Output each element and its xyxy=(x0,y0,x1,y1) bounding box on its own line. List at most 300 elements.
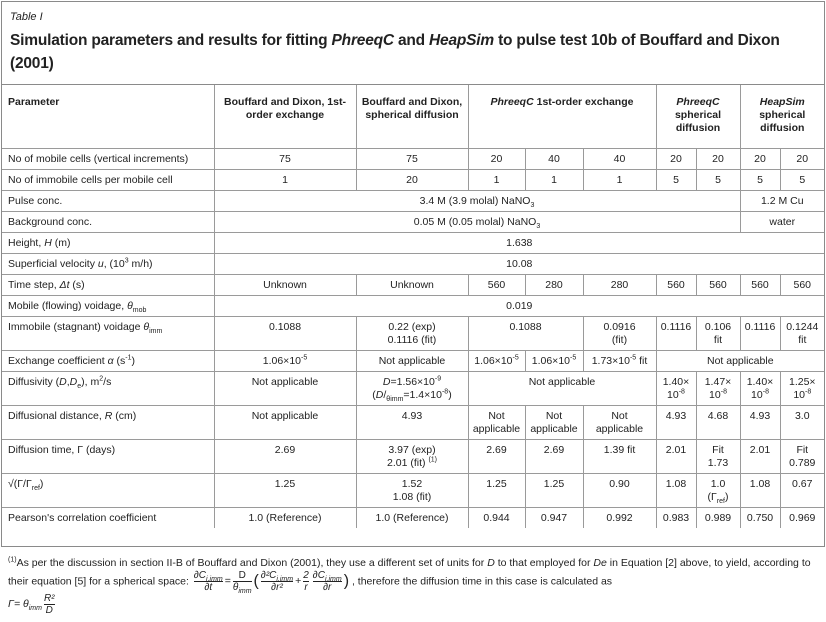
text-segment: HeapSim xyxy=(759,96,805,108)
text-segment: 5 xyxy=(757,174,763,186)
table-cell xyxy=(583,149,656,170)
text-segment: 560 xyxy=(751,279,769,291)
footnote-text: in Equation [2] above, to yield, according to their equation [5] for a spherical space: xyxy=(8,557,811,588)
text-segment: 0.947 xyxy=(540,512,568,524)
text-segment: Bouffard and Dixon, 1st-order exchange xyxy=(224,96,346,121)
table-cell xyxy=(656,351,824,372)
text-segment: 0.1088 xyxy=(268,321,302,333)
row-label xyxy=(2,191,214,212)
text-segment: 560 xyxy=(487,279,506,291)
text-segment: 10 xyxy=(709,389,721,401)
text-segment: 3.97 (exp) xyxy=(388,444,436,456)
table-cell xyxy=(214,372,356,406)
table-cell xyxy=(780,406,824,440)
table-cell xyxy=(583,508,656,529)
text-segment: 0.1116 xyxy=(744,321,776,333)
table-cell xyxy=(740,170,780,191)
text-segment: =1.56×10 xyxy=(390,376,435,388)
text-segment: 2.69 xyxy=(274,444,296,456)
table-cell xyxy=(740,212,824,233)
table-cell xyxy=(583,474,656,508)
footnote-text: , therefore the diffusion time in this case is calculated as xyxy=(351,575,613,588)
text-segment: 2 xyxy=(99,375,104,383)
text-segment: 1.25 xyxy=(486,478,507,490)
table-cell xyxy=(356,275,468,296)
text-segment: 2.01 (fit) xyxy=(387,457,429,469)
text-segment: Exchange coefficient xyxy=(8,355,108,367)
text-segment: PhreeqC xyxy=(490,96,534,108)
text-segment: (s xyxy=(113,355,126,367)
table-row-superficial-velocity xyxy=(2,254,824,275)
text-segment: 0.944 xyxy=(483,512,510,524)
text-segment: PhreeqC xyxy=(331,32,394,49)
table-cell xyxy=(740,317,780,351)
table-cell xyxy=(356,351,468,372)
table-cell xyxy=(696,317,740,351)
text-segment: 280 xyxy=(545,279,563,291)
text-segment: 1.52 xyxy=(401,478,423,490)
table-cell xyxy=(468,317,583,351)
text-segment: ( xyxy=(372,389,376,401)
text-segment: 1.06×10 xyxy=(531,355,570,367)
text-segment: 1.39 fit xyxy=(603,444,636,456)
table-cell xyxy=(356,406,468,440)
text-segment: 560 xyxy=(793,279,812,291)
text-segment: 1.08 xyxy=(665,478,687,490)
row-label xyxy=(2,275,214,296)
text-segment: 2.69 xyxy=(486,444,507,456)
text-segment: spherical diffusion xyxy=(674,109,722,134)
table-cell xyxy=(356,170,468,191)
footnote-text: to that employed for xyxy=(494,557,594,569)
table-cell xyxy=(525,474,583,508)
table-cell xyxy=(696,440,740,474)
text-segment: 1.08 xyxy=(749,478,771,490)
text-segment: Not applicable xyxy=(528,376,596,388)
table-cell xyxy=(214,191,740,212)
text-segment: 4.93 xyxy=(401,410,423,422)
text-segment: (s) xyxy=(69,279,85,291)
text-segment: θ xyxy=(127,300,133,312)
table-cell xyxy=(525,275,583,296)
table-cell xyxy=(214,233,824,254)
text-segment: 1.06×10 xyxy=(262,355,301,367)
table-row-mobile-cells xyxy=(2,149,824,170)
text-segment: 0.90 xyxy=(609,478,630,490)
column-header xyxy=(740,85,824,149)
table-cell xyxy=(780,474,824,508)
table-cell xyxy=(656,474,696,508)
text-segment: 1st-order exchange xyxy=(533,96,634,108)
text-segment: θ xyxy=(143,321,150,333)
text-segment: Background conc. xyxy=(8,216,93,228)
table-cell xyxy=(214,254,824,275)
text-segment: Superficial velocity xyxy=(8,258,98,270)
row-label xyxy=(2,474,214,508)
table-cell xyxy=(740,406,780,440)
diffusion-time-formula: $\Gamma= \theta_{imm}$ $\frac{\text{R²}}{D}$ xyxy=(8,593,55,616)
table-cell xyxy=(656,406,696,440)
text-segment: 0.989 xyxy=(704,512,732,524)
text-segment: 1.25 xyxy=(543,478,565,490)
text-segment: -8 xyxy=(441,388,449,396)
table-label: Table I xyxy=(10,11,43,23)
row-label xyxy=(2,372,214,406)
text-segment: -5 xyxy=(301,354,308,362)
table-cell xyxy=(525,508,583,529)
text-segment: water xyxy=(769,216,796,228)
text-segment: (fit) xyxy=(611,334,628,346)
text-segment: -8 xyxy=(805,388,812,396)
text-segment: 75 xyxy=(279,153,291,165)
text-segment: 560 xyxy=(667,279,685,291)
text-segment: 3.0 xyxy=(794,410,810,422)
text-segment: 5 xyxy=(673,174,679,186)
table-cell xyxy=(656,508,696,529)
text-segment: D xyxy=(375,389,384,401)
text-segment: 2.01 xyxy=(665,444,687,456)
table-caption xyxy=(2,2,824,85)
table-cell xyxy=(740,275,780,296)
text-segment: 20 xyxy=(712,153,724,165)
table-cell xyxy=(780,508,824,529)
text-segment: H xyxy=(44,237,52,249)
text-segment: and xyxy=(393,32,430,49)
text-segment: 3 xyxy=(124,257,129,265)
text-segment: 75 xyxy=(406,153,418,165)
text-segment: ref xyxy=(716,498,725,506)
table-row-pearson-correlation xyxy=(2,508,824,529)
table-cell xyxy=(656,170,696,191)
table-cell xyxy=(214,212,740,233)
text-segment: 0.1244 xyxy=(786,321,819,333)
text-segment: PhreeqC xyxy=(676,96,720,108)
row-label xyxy=(2,233,214,254)
table-cell xyxy=(656,372,696,406)
table-cell xyxy=(468,351,525,372)
table-cell xyxy=(525,440,583,474)
table-row-sqrt-gamma-ratio xyxy=(2,474,824,508)
text-segment: 1.0 (Reference) xyxy=(248,512,322,524)
text-segment: 1.08 (fit) xyxy=(392,491,432,503)
table-cell xyxy=(525,351,583,372)
text-segment: 0.1088 xyxy=(509,321,542,333)
row-label xyxy=(2,317,214,351)
table-cell xyxy=(356,440,468,474)
table-cell xyxy=(525,149,583,170)
column-header xyxy=(214,85,356,149)
text-segment: ref xyxy=(31,485,40,493)
text-segment: Pulse conc. xyxy=(8,195,63,207)
text-segment: ) xyxy=(39,478,44,490)
table-cell xyxy=(740,508,780,529)
table-cell xyxy=(656,149,696,170)
table-cell xyxy=(468,406,525,440)
text-segment: 40 xyxy=(613,153,626,165)
table-cell xyxy=(214,275,356,296)
table-cell xyxy=(583,275,656,296)
text-segment: Time step, xyxy=(8,279,60,291)
table-cell xyxy=(214,474,356,508)
table-cell xyxy=(656,440,696,474)
table-cell xyxy=(356,149,468,170)
table-cell xyxy=(696,149,740,170)
table-cell xyxy=(780,275,824,296)
table-cell xyxy=(656,317,696,351)
text-segment: ) xyxy=(448,389,452,401)
table-footnote xyxy=(8,557,820,616)
table-cell xyxy=(583,317,656,351)
text-segment: 2.69 xyxy=(543,444,565,456)
text-segment: Δt xyxy=(59,279,70,291)
row-label xyxy=(2,149,214,170)
table-cell xyxy=(583,351,656,372)
text-segment: ) xyxy=(131,355,136,367)
table-cell xyxy=(214,296,824,317)
text-segment: -8 xyxy=(720,388,727,396)
text-segment: imm xyxy=(149,328,163,336)
text-segment: 3 xyxy=(530,202,535,210)
text-segment: Not applicable xyxy=(378,355,446,367)
table-cell xyxy=(214,508,356,529)
text-segment: 1.40× xyxy=(662,376,690,388)
text-segment: , (10 xyxy=(103,258,125,270)
text-segment: 0.789 xyxy=(789,457,816,469)
table-cell xyxy=(696,170,740,191)
row-label xyxy=(2,406,214,440)
text-segment: 4.93 xyxy=(749,410,771,422)
text-segment: =1.4×10 xyxy=(403,389,442,401)
table-cell xyxy=(696,372,740,406)
table-cell xyxy=(696,508,740,529)
text-segment: -5 xyxy=(512,354,519,362)
text-segment: 0.750 xyxy=(746,512,774,524)
text-segment: -8 xyxy=(678,388,685,396)
table-cell xyxy=(356,508,468,529)
table-figure xyxy=(1,1,825,547)
table-cell xyxy=(740,149,780,170)
text-segment: 10 xyxy=(751,389,763,401)
table-cell xyxy=(780,149,824,170)
text-segment: -9 xyxy=(434,375,442,383)
parameters-table xyxy=(2,85,824,528)
table-cell xyxy=(468,275,525,296)
text-segment: 1.0 xyxy=(710,478,726,490)
table-cell xyxy=(583,406,656,440)
row-label xyxy=(2,440,214,474)
text-segment: 20 xyxy=(796,153,809,165)
text-segment: 20 xyxy=(406,174,418,186)
text-segment: 280 xyxy=(610,279,629,291)
text-segment: 0.05 M (0.05 molal) NaNO xyxy=(413,216,537,228)
text-segment: Mobile (flowing) voidage, xyxy=(8,300,128,312)
table-row-height xyxy=(2,233,824,254)
footnote-symbol-d: D xyxy=(487,557,495,569)
text-segment: 1 xyxy=(551,174,557,186)
text-segment: (Γ xyxy=(707,491,717,503)
text-segment: 20 xyxy=(670,153,682,165)
text-segment: 3 xyxy=(536,223,541,231)
text-segment: 4.68 xyxy=(707,410,729,422)
text-segment: Height, xyxy=(8,237,45,249)
table-cell xyxy=(525,170,583,191)
column-header xyxy=(468,85,656,149)
text-segment: 3.4 M (3.9 molal) NaNO xyxy=(419,195,531,207)
text-segment: ), m xyxy=(81,376,100,388)
text-segment: -5 xyxy=(570,354,577,362)
table-cell xyxy=(468,508,525,529)
table-row-diffusion-time xyxy=(2,440,824,474)
table-row-mobile-voidage xyxy=(2,296,824,317)
text-segment: 40 xyxy=(548,153,560,165)
text-segment: Diffusivity ( xyxy=(8,376,60,388)
text-segment: Fit xyxy=(712,444,724,456)
text-segment: 0.0916 xyxy=(603,321,636,333)
text-segment: 20 xyxy=(490,153,503,165)
row-label xyxy=(2,508,214,529)
text-segment: 0.992 xyxy=(606,512,633,524)
text-segment: e xyxy=(77,383,82,391)
table-row-background-conc xyxy=(2,212,824,233)
text-segment: 1.40× xyxy=(746,376,774,388)
table-row-immobile-cells xyxy=(2,170,824,191)
text-segment: No of immobile cells per mobile cell xyxy=(8,174,173,186)
text-segment: /s xyxy=(103,376,112,388)
text-segment: 10 xyxy=(793,389,805,401)
text-segment: 20 xyxy=(754,153,766,165)
text-segment: fit xyxy=(713,334,723,346)
table-row-diffusivity xyxy=(2,372,824,406)
table-cell xyxy=(214,351,356,372)
text-segment: Diffusion time, Γ (days) xyxy=(8,444,116,456)
text-segment: 0.1116 xyxy=(660,321,692,333)
text-segment: 1.06×10 xyxy=(474,355,513,367)
table-cell xyxy=(696,275,740,296)
text-segment: Simulation parameters and results for fitting xyxy=(10,32,332,49)
row-label xyxy=(2,351,214,372)
table-cell xyxy=(214,406,356,440)
row-label xyxy=(2,170,214,191)
text-segment: HeapSim xyxy=(429,32,494,49)
text-segment: Parameter xyxy=(8,96,60,108)
text-segment: θimm xyxy=(386,396,404,404)
text-segment: 1 xyxy=(282,174,288,186)
table-cell xyxy=(468,440,525,474)
text-segment: Not xyxy=(488,410,505,422)
text-segment: Bouffard and Dixon, spherical diffusion xyxy=(361,96,463,121)
row-label xyxy=(2,254,214,275)
table-row-immobile-voidage xyxy=(2,317,824,351)
text-segment: 1.0 (Reference) xyxy=(375,512,449,524)
text-segment: applicable xyxy=(595,423,644,435)
text-segment: 0.1116 (fit) xyxy=(387,334,437,346)
text-segment: D xyxy=(59,376,67,388)
text-segment: -5 xyxy=(629,354,637,362)
table-cell xyxy=(468,474,525,508)
text-segment: ) xyxy=(724,491,729,503)
table-cell xyxy=(356,372,468,406)
table-cell xyxy=(214,170,356,191)
text-segment: Pearson's correlation coefficient xyxy=(8,512,157,524)
text-segment: Not xyxy=(545,410,563,422)
text-segment: Immobile (stagnant) voidage xyxy=(8,321,144,333)
table-cell xyxy=(780,372,824,406)
text-segment: R xyxy=(104,410,113,422)
text-segment: 10 xyxy=(667,389,679,401)
table-cell xyxy=(740,440,780,474)
text-segment: Not applicable xyxy=(251,376,319,388)
text-segment: m/h) xyxy=(128,258,153,270)
table-cell xyxy=(780,317,824,351)
text-segment: 5 xyxy=(799,174,806,186)
text-segment: -1 xyxy=(125,354,132,362)
table-cell xyxy=(583,170,656,191)
table-cell xyxy=(656,275,696,296)
text-segment: Not applicable xyxy=(251,410,319,422)
table-cell xyxy=(356,474,468,508)
footnote-symbol-de: De xyxy=(593,557,607,569)
text-segment: mob xyxy=(132,307,147,315)
text-segment: fit xyxy=(798,334,807,346)
footnote-text: As per the discussion in section II-B of Bouffard and Dixon (2001), they use a different set of units for xyxy=(16,557,488,569)
text-segment: 1 xyxy=(493,174,500,186)
text-segment: √(Γ/Γ xyxy=(8,478,32,490)
table-cell xyxy=(696,474,740,508)
table-cell xyxy=(740,372,780,406)
table-cell xyxy=(740,474,780,508)
table-cell xyxy=(740,191,824,212)
table-cell xyxy=(468,372,656,406)
text-segment: 0.106 xyxy=(704,321,732,333)
text-segment: 4.93 xyxy=(665,410,687,422)
text-segment: D xyxy=(382,376,391,388)
diffusion-equation: $\frac{\partial C_{i,imm}}{\partial t}$ = $\frac{D}{\theta_{imm}}$ ( $\frac{\partial^2C_{i,imm}}{\text{∂r²}}$ + $\frac{2}{r}$ $\frac{\partial C_{i,imm}}{\partial r}$ ) xyxy=(193,570,350,595)
column-header-parameter xyxy=(2,85,214,149)
table-cell xyxy=(468,170,525,191)
text-segment: 560 xyxy=(709,279,727,291)
text-segment: 0.22 (exp) xyxy=(388,321,436,333)
text-segment: No of mobile cells (vertical increments) xyxy=(8,153,189,165)
text-segment: 2.01 xyxy=(749,444,771,456)
table-cell xyxy=(583,440,656,474)
table-cell xyxy=(214,317,356,351)
text-segment: 1.47× xyxy=(704,376,732,388)
table-cell xyxy=(525,406,583,440)
table-cell xyxy=(780,440,824,474)
text-segment: / xyxy=(383,389,387,401)
text-segment: Unknown xyxy=(263,279,307,291)
text-segment: Not xyxy=(611,410,628,422)
table-row-pulse-conc xyxy=(2,191,824,212)
text-segment: applicable xyxy=(530,423,578,435)
text-segment: -8 xyxy=(762,388,769,396)
text-segment: 1.638 xyxy=(506,237,533,249)
text-segment: α xyxy=(107,355,114,367)
column-header xyxy=(656,85,740,149)
text-segment: 1.25 xyxy=(274,478,296,490)
text-segment: 1.2 M Cu xyxy=(760,195,804,207)
text-segment: (m) xyxy=(51,237,71,249)
text-segment: 0.67 xyxy=(792,478,813,490)
table-cell xyxy=(780,170,824,191)
text-segment: 1.73×10 xyxy=(591,355,630,367)
table-header-row xyxy=(2,85,824,149)
text-segment: 10.08 xyxy=(506,258,533,270)
text-segment: Fit xyxy=(796,444,809,456)
column-header xyxy=(356,85,468,149)
footnote-marker: (1) xyxy=(8,556,17,564)
text-segment: , xyxy=(66,376,70,388)
